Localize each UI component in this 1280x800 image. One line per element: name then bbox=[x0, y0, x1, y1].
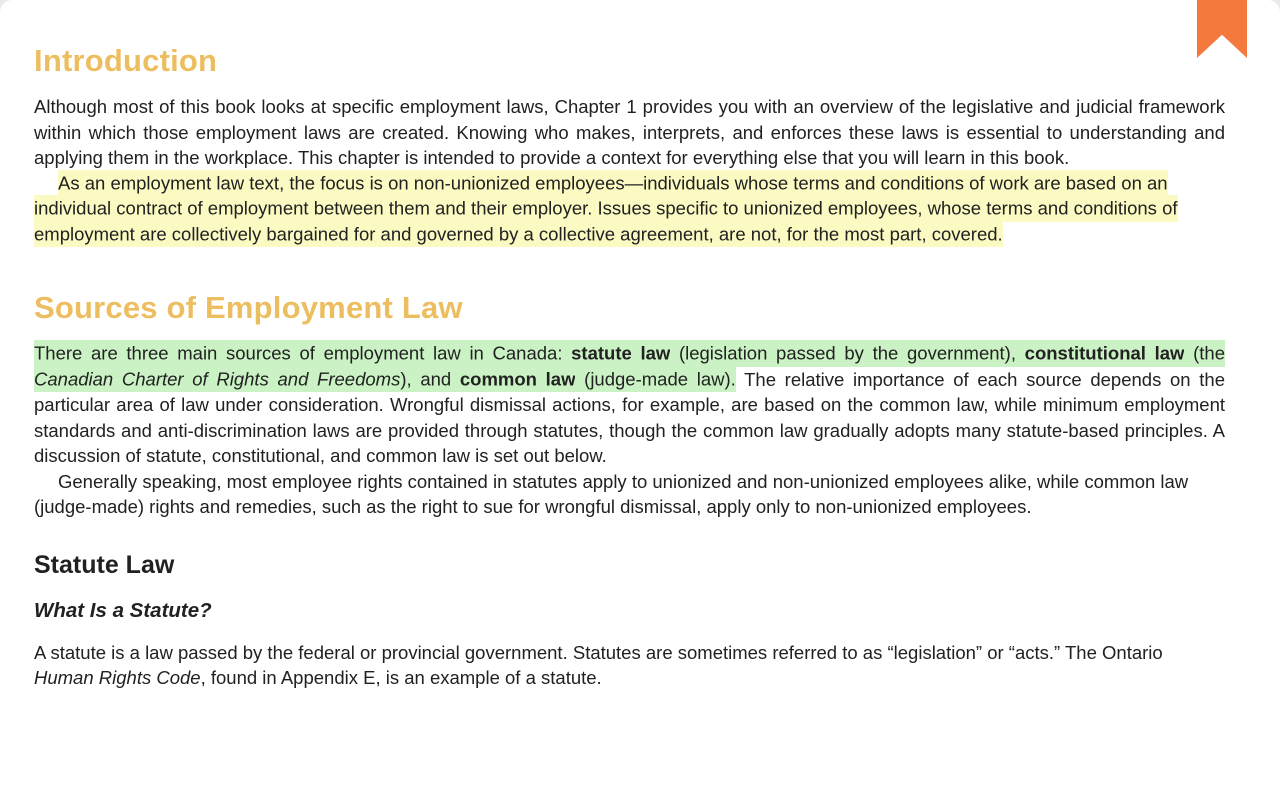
page-content bbox=[34, 43, 1225, 691]
subsection-heading-what-is-a-statute: What Is a Statute? bbox=[34, 598, 212, 622]
highlighted-text: Canadian Charter of Rights and Freedoms bbox=[34, 366, 400, 392]
highlighted-text: common law bbox=[460, 366, 576, 392]
highlighted-text: There are three main sources of employment law in Canada: bbox=[34, 340, 571, 366]
section-heading-sources-of-employment-law: Sources of Employment Law bbox=[34, 290, 463, 325]
statute-definition-paragraph bbox=[34, 640, 1225, 691]
generally-speaking-paragraph bbox=[34, 469, 1225, 520]
highlighted-text: constitutional law bbox=[1025, 340, 1185, 366]
sources-paragraph-green-highlight bbox=[34, 341, 1225, 469]
highlighted-text: (judge-made law). bbox=[575, 366, 735, 392]
highlighted-paragraph-yellow bbox=[34, 171, 1225, 248]
text-segment: The relative importance of each source depends on the particular area of law under consideration. Wrongful dismissal actions, for example, are based on the common law, while minimum employment standards and anti-discrimination laws are provided through statutes, though the common law gradually adopts many statute-based principles. A discussion of statute, constitutional, and common law is set out below. bbox=[34, 368, 1225, 466]
highlighted-text: (the bbox=[1184, 340, 1225, 366]
subsection-heading-statute-law: Statute Law bbox=[34, 550, 175, 579]
section-heading-introduction: Introduction bbox=[34, 43, 218, 78]
text-segment: Although most of this book looks at specific employment laws, Chapter 1 provides you with an overview of the legislative and judicial framework within which those employment laws are created. Knowing who makes, interprets, and enforces these laws is essential to understanding and applying them in the workplace. This chapter is intended to provide a context for everything else that you will learn in this book. bbox=[34, 96, 1225, 168]
text-segment: Human Rights Code bbox=[34, 667, 201, 688]
highlighted-text: ), and bbox=[400, 366, 460, 392]
intro-paragraph bbox=[34, 94, 1225, 171]
highlighted-text: (legislation passed by the government), bbox=[670, 340, 1024, 366]
text-segment: Generally speaking, most employee rights contained in statutes apply to unionized and non-unionized employees alike, while common law (judge-made) rights and remedies, such as the right to sue for wrongful dismissal, apply only to non-unionized employees. bbox=[34, 470, 1189, 517]
text-segment: , found in Appendix E, is an example of a statute. bbox=[200, 667, 602, 688]
highlighted-text: statute law bbox=[571, 340, 670, 366]
highlighted-text: As an employment law text, the focus is on non-unionized employees—individuals whose terms and conditions of work are based on an individual contract of employment between them and their employer. Issues specific to unionized employees, whose terms and conditions of employment are collectively bargained for and governed by a collective agreement, are not, for the most part, covered. bbox=[34, 170, 1178, 247]
text-segment: A statute is a law passed by the federal or provincial government. Statutes are sometimes referred to as “legislation” or “acts.” The Ontario bbox=[34, 641, 1163, 663]
